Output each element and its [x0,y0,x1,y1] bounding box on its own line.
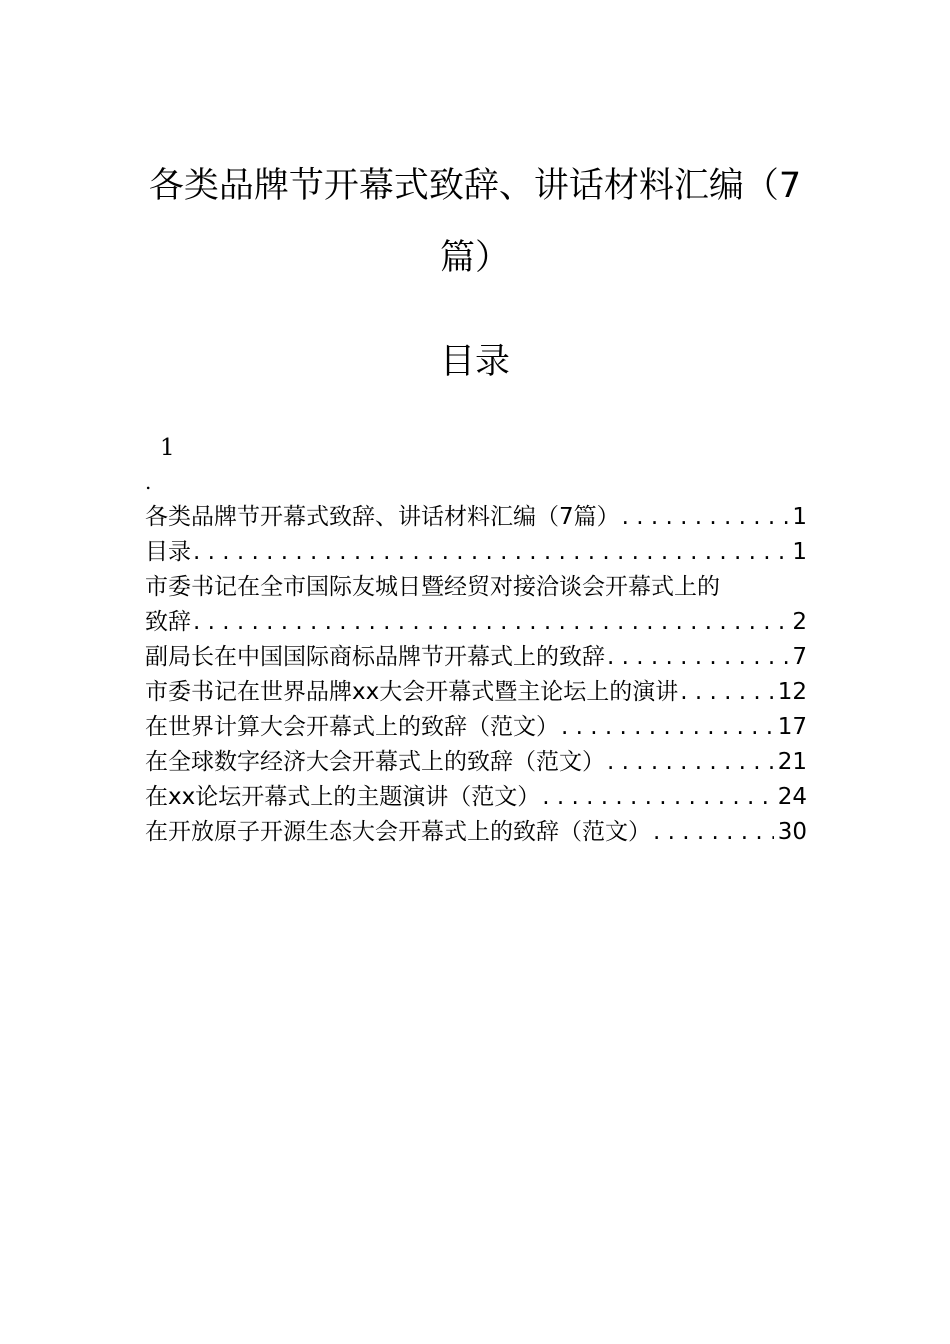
toc-leader-dots [605,640,788,675]
toc-entry[interactable] [145,745,807,780]
toc-leader-dots [191,605,788,640]
toc-entry[interactable] [145,500,807,535]
document-title-line-2: 篇） [439,238,510,278]
toc-entry-title-line-1: 市委书记在全市国际友城日暨经贸对接洽谈会开幕式上的 [145,574,720,600]
toc-entry-page: 21 [777,749,807,775]
toc-entry-page: 1 [792,504,807,530]
toc-heading: 目录 [439,342,510,382]
toc-entry-title: 在xx论坛开幕式上的主题演讲（范文） [145,784,541,810]
toc-entry-title: 目录 [145,539,191,565]
toc-entry-title: 市委书记在世界品牌xx大会开幕式暨主论坛上的演讲 [145,679,679,705]
toc-entry[interactable] [145,710,807,745]
toc-entry-page: 2 [792,609,807,635]
toc-entry-title: 各类品牌节开幕式致辞、讲话材料汇编（7篇） [145,504,620,530]
toc-entry-page: 30 [777,819,807,845]
toc-entry-page: 7 [792,644,807,670]
toc-leader-dots [191,535,788,570]
toc-entry-title: 致辞 [145,609,191,635]
toc-entry-multiline[interactable] [145,570,807,640]
toc-entry-title: 在全球数字经济大会开幕式上的致辞（范文） [145,749,605,775]
toc-entry-title: 副局长在中国国际商标品牌节开幕式上的致辞 [145,644,605,670]
toc-entry[interactable] [145,815,807,850]
toc-entry-page: 24 [777,784,807,810]
toc-leader-dots [605,745,774,780]
toc-entry[interactable] [145,675,807,710]
toc-leader-dots [540,780,773,815]
page-number-marker-dot: . [145,470,152,494]
toc-entry-title: 在世界计算大会开幕式上的致辞（范文） [145,714,559,740]
toc-entry-page: 17 [777,714,807,740]
toc-leader-dots [678,675,773,710]
toc-leader-dots [620,500,789,535]
table-of-contents [145,500,807,850]
toc-entry[interactable] [145,535,807,570]
document-title-line-1: 各类品牌节开幕式致辞、讲话材料汇编（7 [148,166,802,206]
toc-leader-dots [651,815,774,850]
toc-entry[interactable] [145,640,807,675]
toc-entry[interactable] [145,780,807,815]
toc-leader-dots [559,710,774,745]
toc-entry-title: 在开放原子开源生态大会开幕式上的致辞（范文） [145,819,651,845]
toc-entry-page: 12 [777,679,807,705]
toc-entry-page: 1 [792,539,807,565]
page-number-marker: 1 [160,435,175,461]
